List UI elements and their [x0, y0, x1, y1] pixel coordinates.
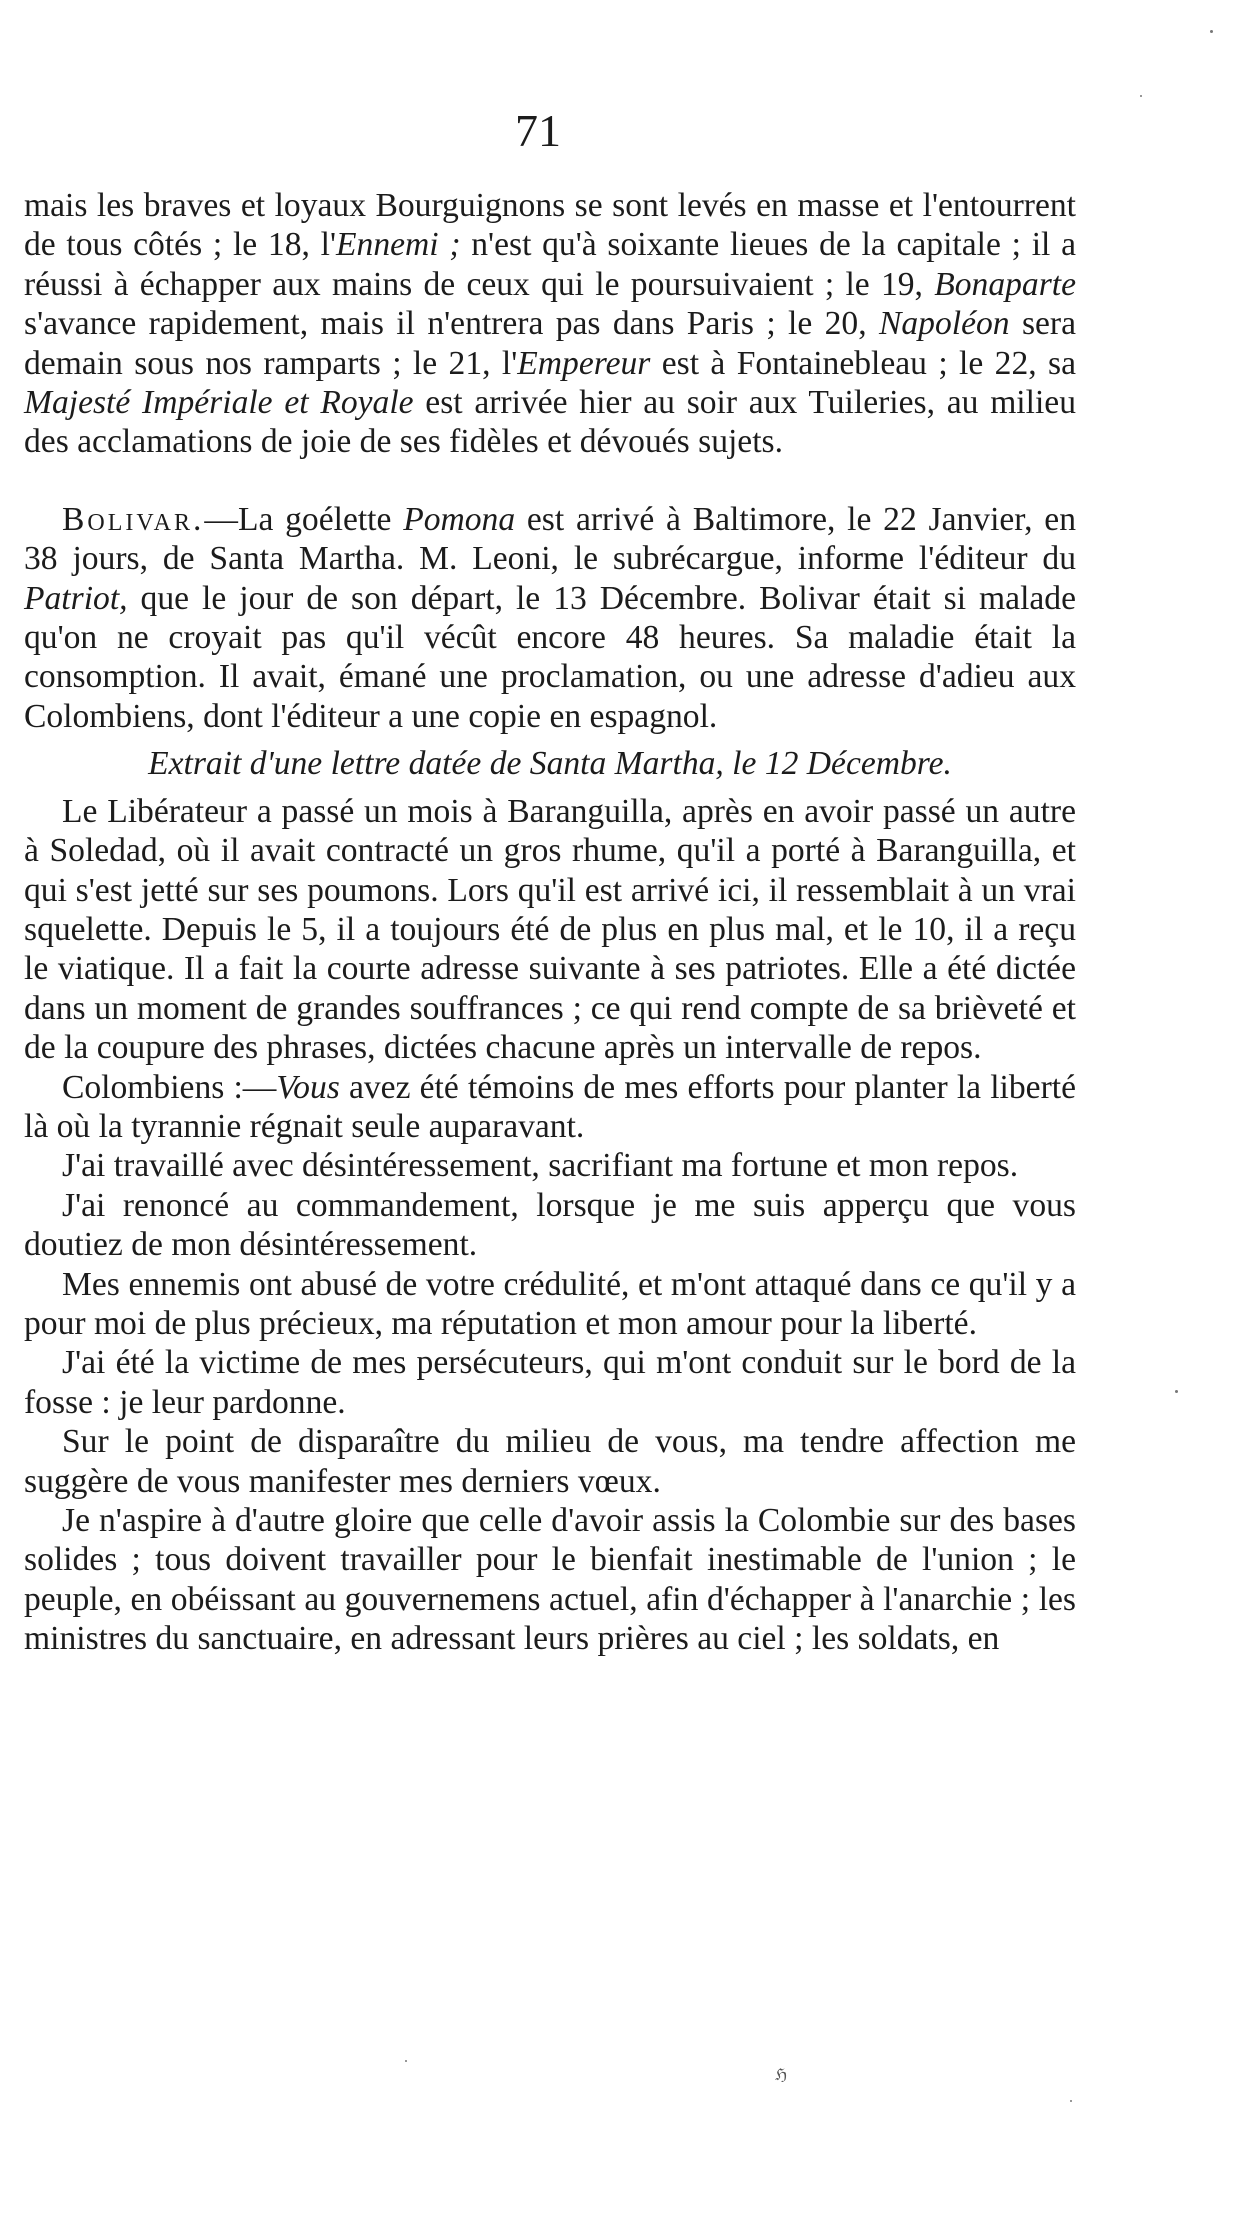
paragraph-travaille: J'ai travaillé avec désintéressement, sacrifiant ma fortune et mon repos.: [62, 1147, 1019, 1185]
text: est arrivée hier au soir aux Tuileries, au milieu des acclamations de joie de ses fidèles et dévoués sujets.: [24, 384, 1076, 461]
text: que le jour de son départ, le 13 Décembre. Bolivar était si malade qu'on ne croyait pas qu'il vécût encore 48 heures. Sa maladie était la consomption. Il avait, émané une proclamation, ou une adresse d'adieu aux Colombiens, dont l'éditeur a une copie en espagnol.: [24, 579, 1076, 735]
paragraph-bolivar: [24, 500, 1076, 736]
italic-text: Patriot,: [24, 579, 128, 617]
paragraph-colombiens: [24, 1068, 1076, 1147]
italic-text: Napoléon: [879, 305, 1010, 343]
text: sera demain sous nos ramparts ; le 21, l': [24, 305, 1077, 382]
section-heading: Bolivar.: [62, 500, 205, 538]
paragraph-ennemis: Mes ennemis ont abusé de votre crédulité, et m'ont attaqué dans ce qu'il y a pour moi de plus précieux, ma réputation et mon amour pour la liberté.: [24, 1265, 1076, 1342]
letter-heading: Extrait d'une lettre datée de Santa Martha, le 12 Décembre.: [148, 745, 952, 783]
article-body: [24, 186, 1076, 1659]
paragraph-renonce: J'ai renoncé au commandement, lorsque je me suis apperçu que vous doutiez de mon désintéressement.: [24, 1186, 1076, 1264]
scan-speck: [405, 2060, 407, 2062]
italic-text: Ennemi ;: [336, 226, 461, 264]
paragraph-liberateur: Le Libérateur a passé un mois à Baranguilla, après en avoir passé un autre à Soledad, où il avait contracté un gros rhume, qu'il a porté à Baranguilla, et qui s'est jetté sur ses poumons. Lors qu'il est arrivé ici, il ressemblait à un vrai squelette. Depuis le 5, il a toujours été de plus en plus mal, et le 10, il a reçu le viatique. Il a fait la courte adresse suivante à ses patriotes. Elle a été dictée dans un moment de grandes souffrances ; ce qui rend compte de sa brièveté et de la coupure des phrases, dictées chacune après un intervalle de repos.: [24, 792, 1076, 1067]
text: Colombiens :—: [62, 1068, 277, 1106]
paragraph-napoleon: [24, 186, 1076, 462]
text: —La goélette: [204, 500, 404, 538]
paragraph-gloire: Je n'aspire à d'autre gloire que celle d'avoir assis la Colombie sur des bases solides ; tous doivent travailler pour le bienfait inestimable de l'union ; le peuple, en obéissant au gouvernemens actuel, afin d'échapper à l'anarchie ; les ministres du sanctuaire, en adressant leurs prières au ciel ; les soldats, en: [24, 1502, 1076, 1658]
text: s'avance rapidement, mais il n'entrera pas dans Paris ; le 20,: [24, 305, 879, 343]
italic-text: Bonaparte: [934, 265, 1076, 303]
paragraph-victime: J'ai été la victime de mes persécuteurs, qui m'ont conduit sur le bord de la fosse : je leur pardonne.: [24, 1344, 1076, 1421]
text: est à Fontainebleau ; le 22, sa: [650, 344, 1076, 382]
italic-text: Empereur: [517, 344, 651, 382]
italic-text: Pomona: [403, 500, 516, 538]
scan-speck: [1070, 2100, 1072, 2102]
text: n'est qu'à soixante lieues de la capitale ; il a réussi à échapper aux mains de ceux qui le poursuivaient ; le 19,: [24, 226, 1076, 303]
scan-speck: [1175, 1390, 1178, 1393]
scan-speck: [1140, 95, 1142, 97]
text: est arrivé à Baltimore, le 22 Janvier, en 38 jours, de Santa Martha. M. Leoni, le subrécargue, informe l'éditeur du: [24, 500, 1076, 578]
paragraph-disparaitre: Sur le point de disparaître du milieu de vous, ma tendre affection me suggère de vous manifester mes derniers vœux.: [24, 1423, 1076, 1500]
page-number: 71: [515, 105, 561, 156]
scan-speck: [1210, 30, 1213, 33]
italic-text: Vous: [276, 1068, 340, 1106]
text: mais les braves et loyaux Bourguignons se sont levés en masse et l'entourrent de tous côtés ; le 18, l': [24, 187, 1076, 264]
signature-mark: ℌ: [775, 2067, 788, 2084]
text: avez été témoins de mes efforts pour planter la liberté là où la tyrannie régnait seule auparavant.: [24, 1068, 1076, 1145]
italic-text: Majesté Impériale et Royale: [24, 384, 414, 422]
